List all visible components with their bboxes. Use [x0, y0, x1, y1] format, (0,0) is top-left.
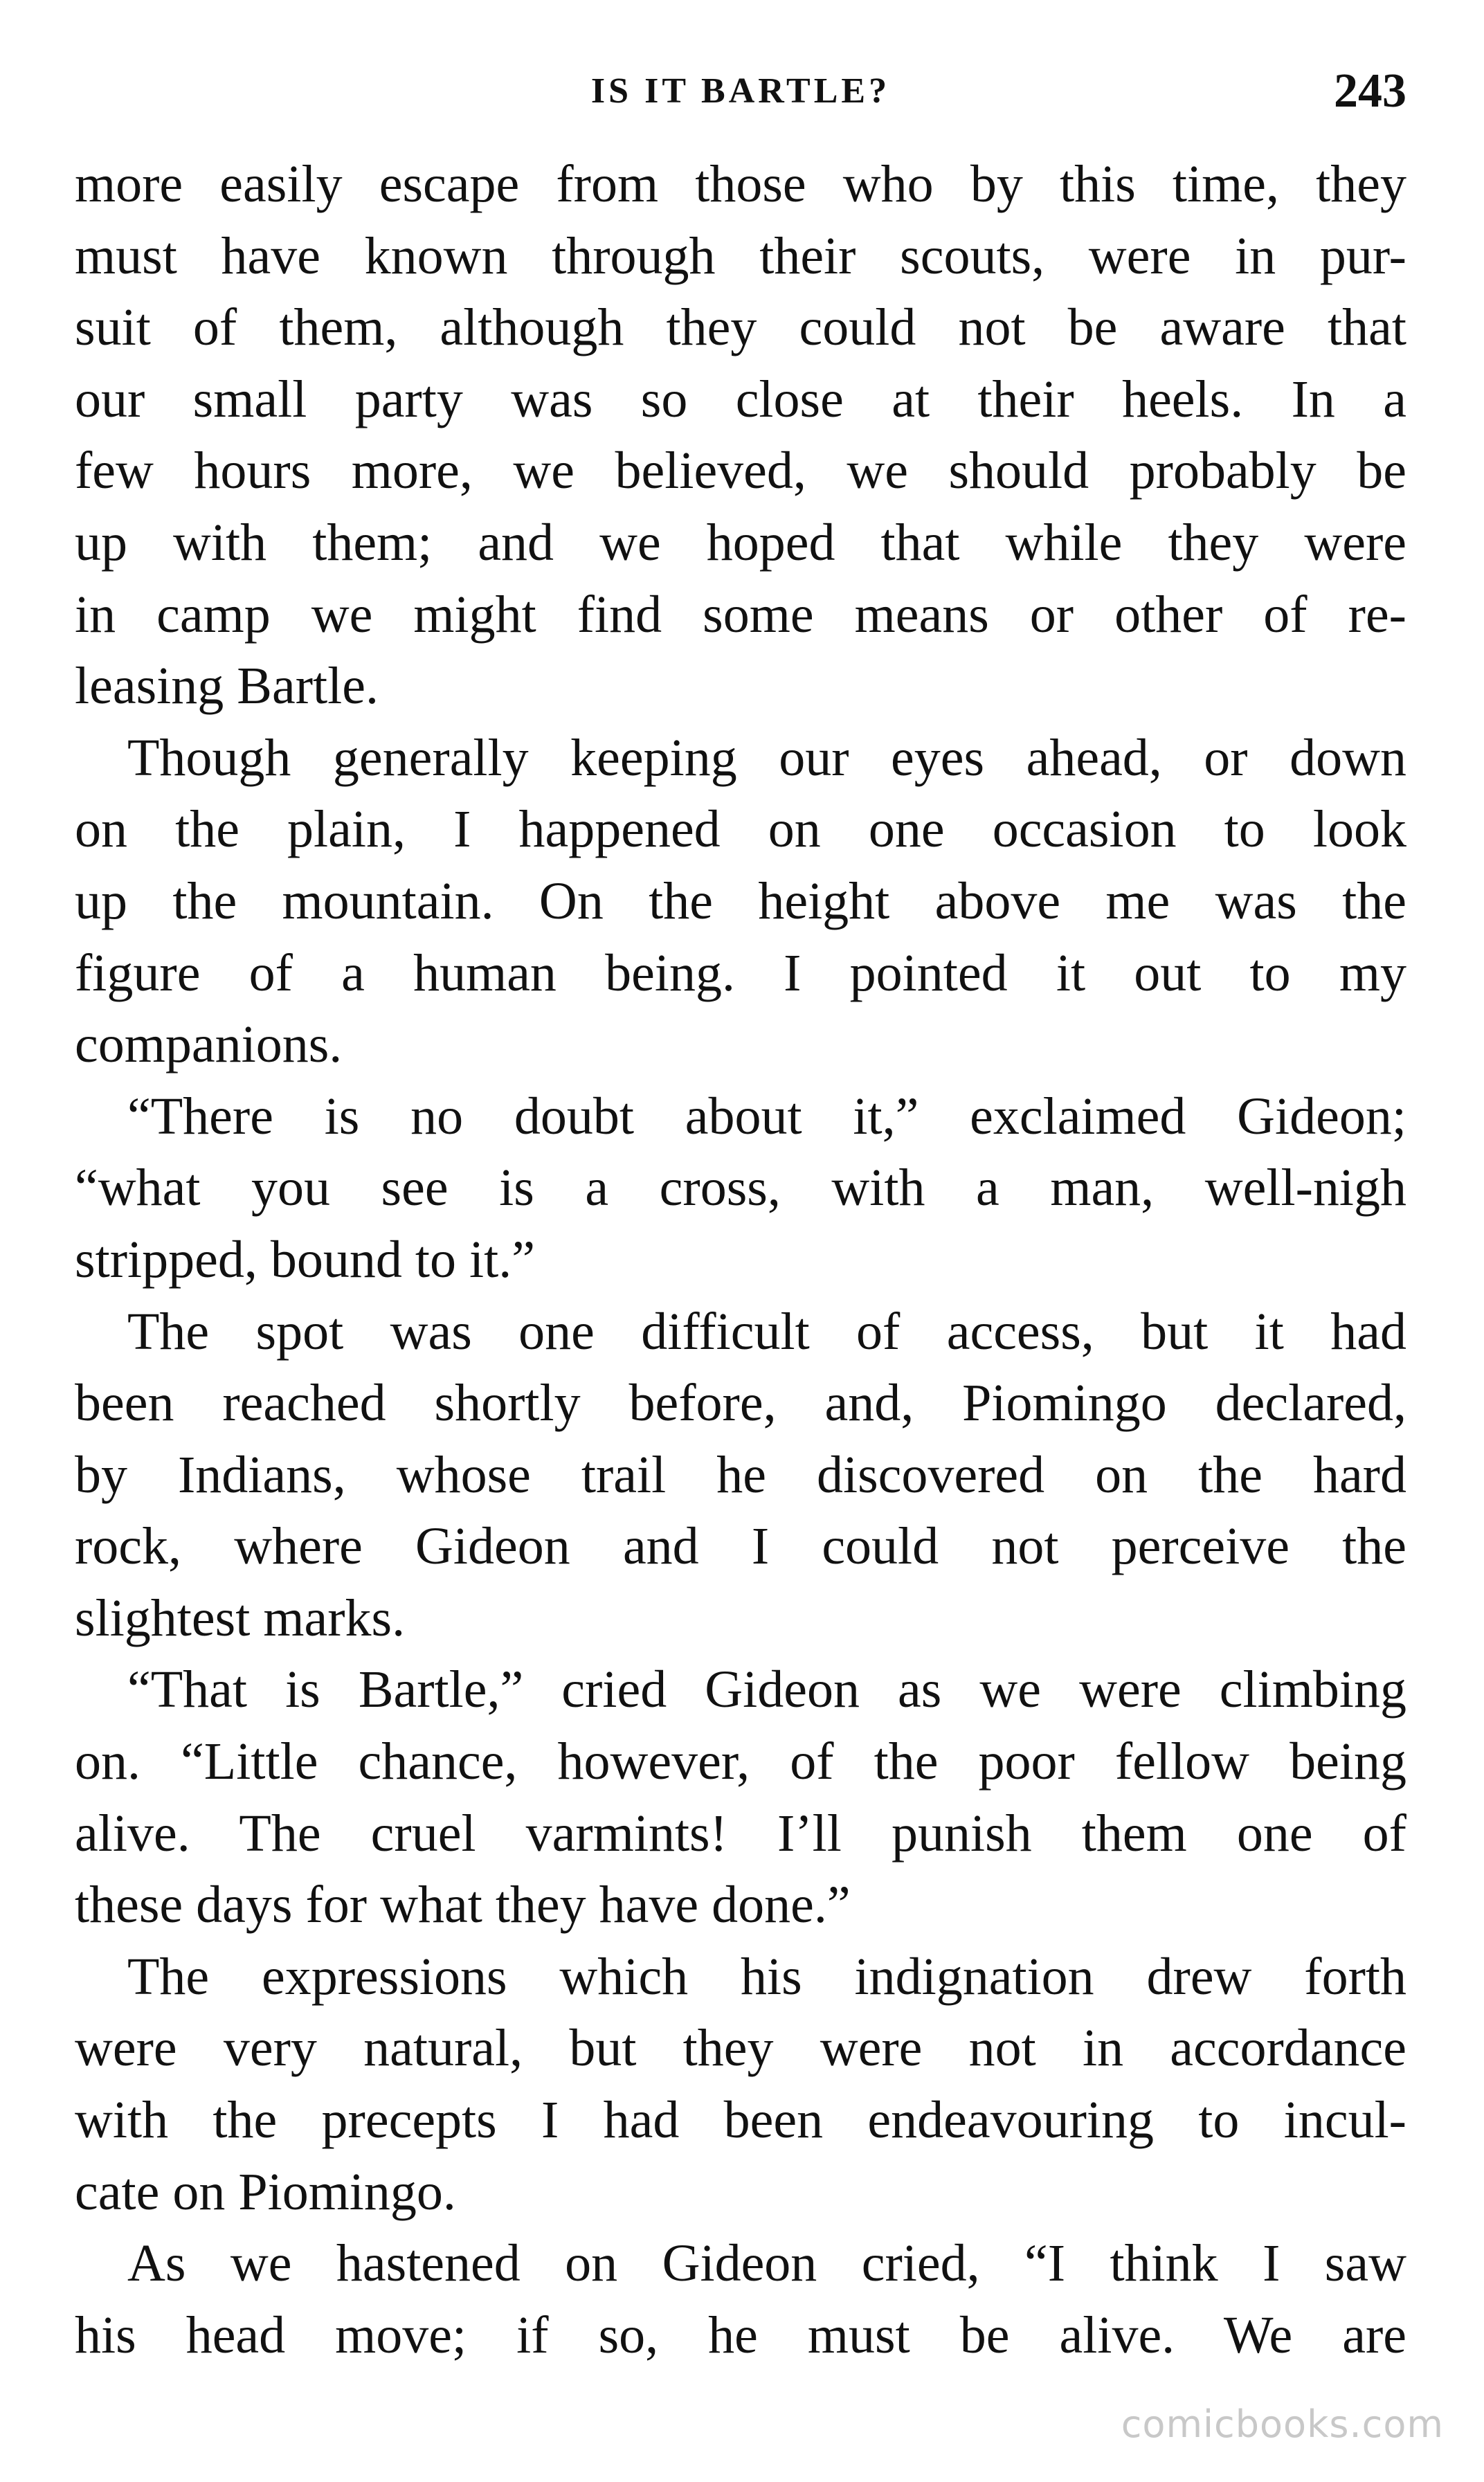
text-line: up with them; and we hoped that while they were [75, 513, 1406, 572]
book-page [75, 0, 1406, 2482]
paragraph-3 [75, 1081, 1406, 1296]
text-line: companions. [75, 1015, 343, 1074]
text-line: been reached shortly before, and, Piomingo declared, [75, 1374, 1406, 1433]
text-line: our small party was so close at their heels. In a [75, 370, 1406, 428]
text-line: on. “Little chance, however, of the poor fellow being [75, 1732, 1406, 1791]
text-line: up the mountain. On the height above me was the [75, 871, 1406, 930]
text-line: stripped, bound to it.” [75, 1230, 535, 1289]
text-line: by Indians, whose trail he discovered on the hard [75, 1445, 1406, 1504]
text-line: were very natural, but they were not in accordance [75, 2019, 1406, 2078]
text-line: alive. The cruel varmints! I’ll punish them one of [75, 1804, 1406, 1863]
text-line: The expressions which his indignation drew forth [127, 1947, 1406, 2006]
site-watermark: comicbooks.com [1121, 2402, 1444, 2446]
text-line: “There is no doubt about it,” exclaimed Gideon; [127, 1087, 1406, 1145]
text-line: As we hastened on Gideon cried, “I think I saw [127, 2234, 1406, 2293]
paragraph-5 [75, 1654, 1406, 1941]
text-line: his head move; if so, he must be alive. We are [75, 2306, 1406, 2364]
page-number: 243 [1334, 64, 1406, 118]
text-line: suit of them, although they could not be aware that [75, 298, 1406, 357]
text-line: “what you see is a cross, with a man, well-nigh [75, 1159, 1406, 1217]
text-line: in camp we might find some means or other of re- [75, 585, 1406, 644]
text-line: The spot was one difficult of access, but it had [127, 1302, 1406, 1361]
text-line: these days for what they have done.” [75, 1876, 851, 1935]
running-head [75, 64, 1406, 126]
text-line: figure of a human being. I pointed it out to my [75, 943, 1406, 1002]
paragraph-4 [75, 1296, 1406, 1655]
paragraph-6 [75, 1941, 1406, 2228]
text-line: rock, where Gideon and I could not perceive the [75, 1517, 1406, 1576]
text-line: cate on Piomingo. [75, 2162, 456, 2221]
paragraph-2 [75, 723, 1406, 1081]
paragraph-7 [75, 2228, 1406, 2371]
body-text [75, 149, 1406, 2371]
text-line: Though generally keeping our eyes ahead, or down [127, 728, 1406, 787]
text-line: few hours more, we believed, we should probably be [75, 442, 1406, 500]
text-line: must have known through their scouts, were in pur- [75, 226, 1406, 285]
text-line: with the precepts I had been endeavouring to incul- [75, 2091, 1406, 2150]
paragraph-1 [75, 149, 1406, 723]
running-title: IS IT BARTLE? [590, 71, 891, 111]
text-line: on the plain, I happened on one occasion to look [75, 800, 1406, 859]
text-line: “That is Bartle,” cried Gideon as we were climbing [127, 1660, 1406, 1719]
text-line: more easily escape from those who by this time, they [75, 155, 1406, 213]
text-line: leasing Bartle. [75, 657, 379, 716]
text-line: slightest marks. [75, 1588, 406, 1647]
